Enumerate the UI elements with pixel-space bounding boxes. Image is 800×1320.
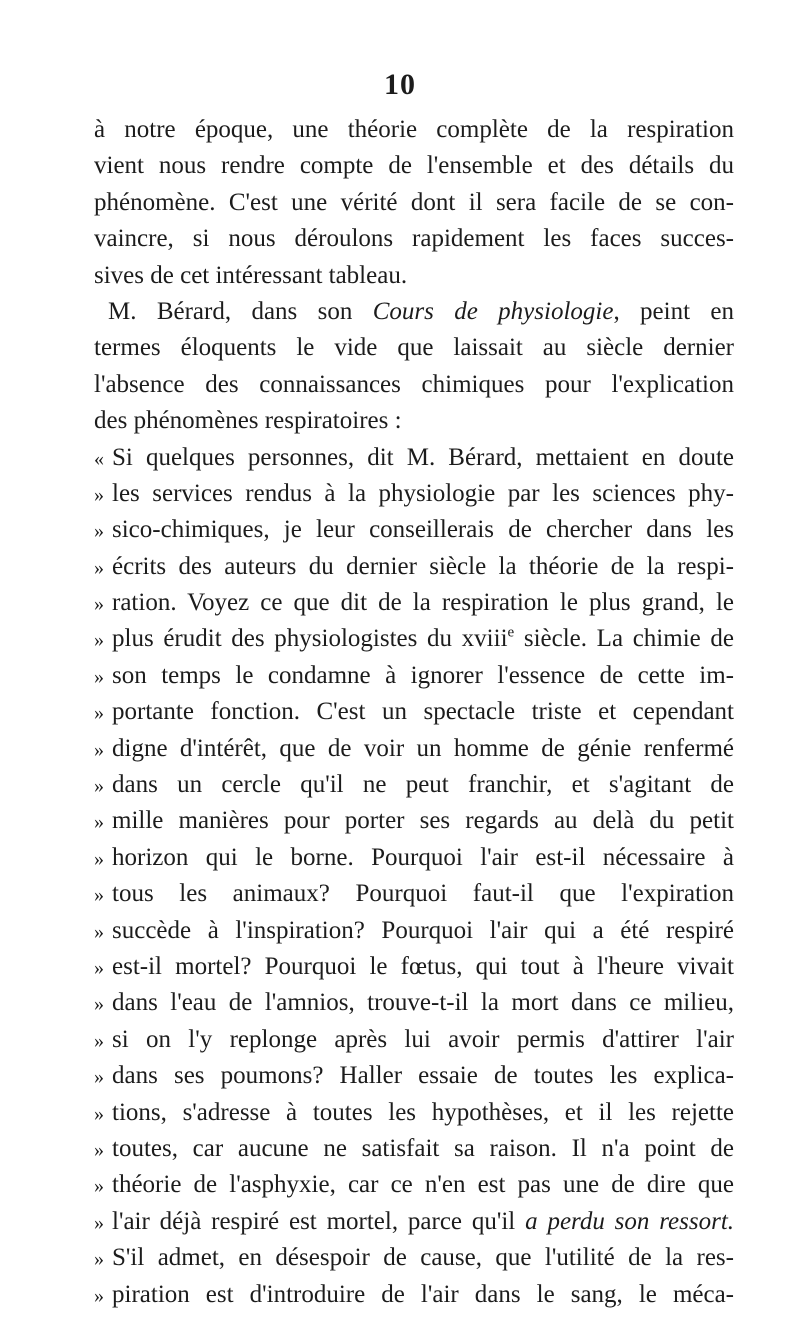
quote-mark: »: [94, 1138, 104, 1161]
text-span: écrits des auteurs du dernier siècle la théorie de la respi-: [112, 552, 734, 580]
text-span: dans l'eau de l'amnios, trouve-t-il la mort dans ce milieu,: [112, 989, 734, 1017]
text-span: portante fonction. C'est un spectacle triste et cependant: [112, 698, 734, 726]
quote-mark: »: [94, 993, 104, 1016]
text-span: est-il mortel? Pourquoi le fœtus, qui tout à l'heure vivait: [112, 952, 734, 980]
quote-line: [94, 1131, 734, 1167]
quote-line: [94, 512, 734, 548]
quote-line: [94, 1240, 734, 1276]
quote-line: [94, 803, 734, 839]
quote-line: [94, 694, 734, 730]
open-quote-mark: «: [94, 447, 104, 470]
text-line: vient nous rendre compte de l'ensemble et des détails du: [94, 152, 734, 180]
text-span: siècle. La chimie de: [514, 625, 735, 653]
text-span: piration est d'introduire de l'air dans le sang, le méca-: [112, 1280, 734, 1308]
quote-mark: »: [94, 775, 104, 798]
text-span: plus érudit des physiologistes du xviii: [112, 625, 508, 653]
italic-phrase: a perdu son ressort.: [525, 1207, 735, 1235]
quote-line: [94, 1204, 734, 1240]
quote-mark: »: [94, 811, 104, 834]
text-line: vaincre, si nous déroulons rapidement les faces succes-: [94, 225, 734, 253]
text-span: horizon qui le borne. Pourquoi l'air est-il nécessaire à: [112, 843, 734, 871]
quote-line: [94, 1095, 734, 1131]
book-title: Cours de physiologie: [372, 297, 614, 325]
quote-line: [94, 621, 734, 657]
text-span: mille manières pour porter ses regards au delà du petit: [112, 807, 734, 835]
quote-mark: »: [94, 847, 104, 870]
text-span: si on l'y replonge après lui avoir permis d'attirer l'air: [112, 1025, 734, 1053]
quote-mark: »: [94, 1175, 104, 1198]
text-line: sives de cet intéressant tableau.: [94, 261, 408, 289]
quote-mark: »: [94, 629, 104, 652]
quote-line: [94, 440, 734, 476]
text-span: l'air déjà respiré est mortel, parce qu'il: [112, 1207, 516, 1235]
text-span: ration. Voyez ce que dit de la respiration le plus grand, le: [112, 589, 734, 617]
quote-mark: »: [94, 556, 104, 579]
quote-line: [94, 585, 734, 621]
text-line: l'absence des connaissances chimiques pour l'explication: [94, 370, 734, 398]
text-span: Si quelques personnes, dit M. Bérard, mettaient en doute: [112, 443, 734, 471]
text-span: sico-chimiques, je leur conseillerais de chercher dans les: [112, 516, 734, 544]
quote-mark: »: [94, 483, 104, 506]
text-span: dans un cercle qu'il ne peut franchir, et s'agitant de: [112, 771, 734, 799]
quote-line: [94, 1277, 734, 1313]
quote-line: [94, 1167, 734, 1203]
quote-mark: »: [94, 593, 104, 616]
quote-mark: »: [94, 1284, 104, 1307]
quote-mark: »: [94, 884, 104, 907]
quote-mark: »: [94, 1066, 104, 1089]
text-span: succède à l'inspiration? Pourquoi l'air qui a été respiré: [112, 916, 734, 944]
text-span: dans ses poumons? Haller essaie de toutes les explica-: [112, 1062, 734, 1090]
text-span: son temps le condamne à ignorer l'essence de cette im-: [112, 661, 734, 689]
quote-mark: »: [94, 1029, 104, 1052]
quote-mark: »: [94, 956, 104, 979]
quote-line: [94, 658, 734, 694]
quote-line: [94, 949, 734, 985]
page-number: 10: [384, 68, 416, 101]
text-span: toutes, car aucune ne satisfait sa raison. Il n'a point de: [112, 1134, 734, 1162]
body-text: [94, 112, 734, 1313]
quote-line: [94, 913, 734, 949]
quote-line: [94, 840, 734, 876]
text-span: , peint en: [613, 297, 734, 325]
superscript: e: [507, 625, 515, 642]
quote-line: [94, 1058, 734, 1094]
quote-mark: »: [94, 665, 104, 688]
text-line: des phénomènes respiratoires :: [94, 407, 402, 435]
quote-line: [94, 767, 734, 803]
quote-line: [94, 876, 734, 912]
text-span: tous les animaux? Pourquoi faut-il que l'expiration: [112, 880, 734, 908]
quote-mark: »: [94, 738, 104, 761]
text-span: M. Bérard, dans son: [108, 297, 373, 325]
quote-mark: »: [94, 702, 104, 725]
quote-line: [94, 476, 734, 512]
quote-line: [94, 549, 734, 585]
quote-mark: »: [94, 520, 104, 543]
quote-line: [94, 985, 734, 1021]
text-span: les services rendus à la physiologie par les sciences phy-: [112, 479, 734, 507]
text-span: digne d'intérêt, que de voir un homme de génie renfermé: [112, 734, 734, 762]
text-line: termes éloquents le vide que laissait au siècle dernier: [94, 334, 734, 362]
text-line: [94, 294, 734, 330]
text-span: tions, s'adresse à toutes les hypothèses, et il les rejette: [112, 1098, 734, 1126]
quote-mark: »: [94, 1248, 104, 1271]
text-span: S'il admet, en désespoir de cause, que l'utilité de la res-: [112, 1244, 734, 1272]
quote-mark: »: [94, 1102, 104, 1125]
quote-line: [94, 731, 734, 767]
text-line: à notre époque, une théorie complète de la respiration: [94, 116, 734, 143]
quote-line: [94, 1022, 734, 1058]
quote-mark: »: [94, 920, 104, 943]
quote-mark: »: [94, 1211, 104, 1234]
text-line: phénomène. C'est une vérité dont il sera facile de se con-: [94, 188, 734, 216]
text-span: théorie de l'asphyxie, car ce n'en est pas une de dire que: [112, 1171, 734, 1199]
